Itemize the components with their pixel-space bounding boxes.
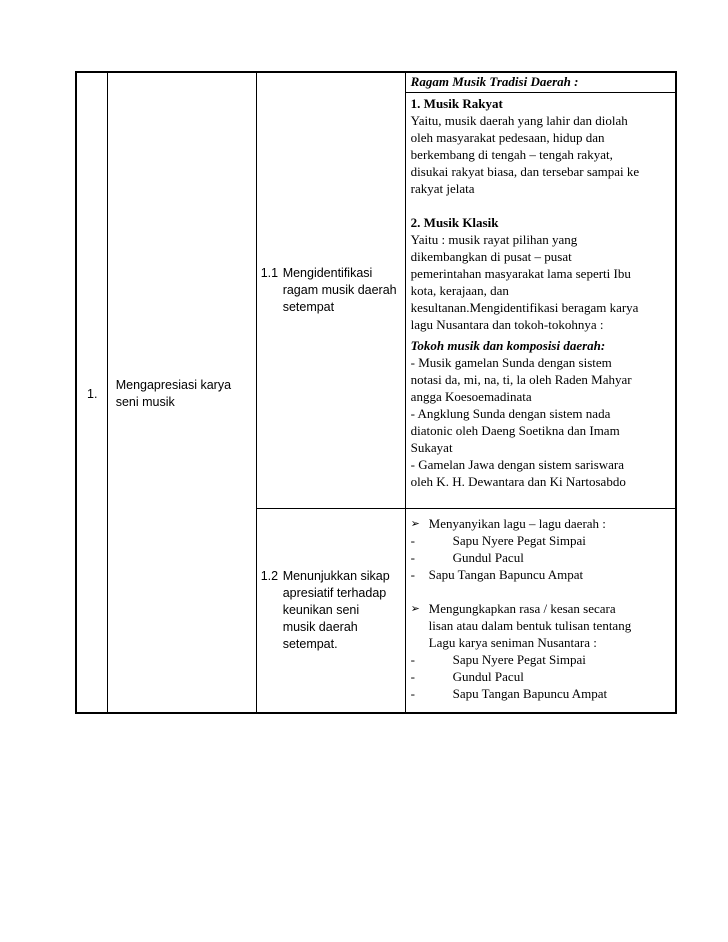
sk-line: seni musik bbox=[115, 395, 175, 410]
kd2-line: keunikan seni bbox=[282, 602, 360, 617]
dash-marker: - bbox=[410, 651, 416, 667]
kompetensi-dasar-2 bbox=[257, 568, 405, 653]
kd1-line: ragam musik daerah bbox=[282, 282, 397, 297]
kd1-line: Mengidentifikasi bbox=[282, 265, 373, 280]
musik-klasik-line: kota, kerajaan, dan bbox=[410, 283, 509, 298]
tokoh-line: Sukayat bbox=[410, 440, 453, 455]
kd2-number: 1.2 bbox=[260, 568, 279, 583]
kd1-line: setempat bbox=[282, 299, 335, 314]
musik-rakyat-line: oleh masyarakat pedesaan, hidup dan bbox=[410, 130, 605, 145]
materi-heading: Ragam Musik Tradisi Daerah : bbox=[410, 74, 579, 89]
bullet-text: lisan atau dalam bentuk tulisan tentang bbox=[428, 617, 632, 633]
kompetensi-dasar-1 bbox=[257, 265, 405, 316]
song-item: Gundul Pacul bbox=[452, 549, 524, 565]
materi2-cell bbox=[405, 508, 676, 713]
musik-klasik-line: pemerintahan masyarakat lama seperti Ibu bbox=[410, 266, 631, 281]
materi1-cell bbox=[405, 72, 676, 508]
dash-marker: - bbox=[410, 549, 416, 565]
bullet-arrow-icon: ➢ bbox=[410, 601, 420, 615]
song-item: Sapu Tangan Bapuncu Ampat bbox=[452, 685, 608, 701]
dash-marker: - bbox=[410, 668, 416, 684]
kd1-number: 1.1 bbox=[260, 265, 279, 280]
musik-klasik-line: kesultanan.Mengidentifikasi beragam karya bbox=[410, 300, 639, 315]
musik-klasik-line: lagu Nusantara dan tokoh-tokohnya : bbox=[410, 317, 604, 332]
song-item: Sapu Nyere Pegat Simpai bbox=[452, 532, 586, 548]
kd1-cell bbox=[256, 72, 405, 508]
musik-klasik-title: 2. Musik Klasik bbox=[410, 215, 499, 230]
sk-line: Mengapresiasi karya bbox=[115, 378, 232, 393]
tokoh-line: - Musik gamelan Sunda dengan sistem bbox=[410, 355, 612, 370]
musik-klasik-line: dikembangkan di pusat – pusat bbox=[410, 249, 572, 264]
heading-divider bbox=[406, 92, 675, 93]
bullet-text: Mengungkapkan rasa / kesan secara bbox=[428, 600, 616, 616]
tokoh-line: - Gamelan Jawa dengan sistem sariswara bbox=[410, 457, 625, 472]
musik-klasik-line: Yaitu : musik rayat pilihan yang bbox=[410, 232, 578, 247]
row-number: 1. bbox=[87, 387, 98, 402]
tokoh-title: Tokoh musik dan komposisi daerah: bbox=[410, 338, 606, 353]
kd2-line: musik daerah bbox=[282, 619, 358, 634]
standar-kompetensi-cell bbox=[107, 72, 256, 713]
bullet-arrow-icon: ➢ bbox=[410, 516, 420, 530]
musik-rakyat-line: Yaitu, musik daerah yang lahir dan diolah bbox=[410, 113, 628, 128]
musik-rakyat-line: disukai rakyat biasa, dan tersebar sampai ke bbox=[410, 164, 640, 179]
song-item: Gundul Pacul bbox=[452, 668, 524, 684]
kd2-line: setempat. bbox=[282, 636, 338, 651]
dash-marker: - bbox=[410, 566, 416, 582]
bullet-text: Menyanyikan lagu – lagu daerah : bbox=[428, 515, 606, 531]
standar-kompetensi bbox=[108, 373, 256, 411]
dash-marker: - bbox=[410, 685, 416, 701]
tokoh-line: diatonic oleh Daeng Soetikna dan Imam bbox=[410, 423, 620, 438]
materi-1 bbox=[406, 73, 675, 502]
kd2-line: apresiatif terhadap bbox=[282, 585, 387, 600]
dash-marker: - bbox=[410, 532, 416, 548]
song-item: Sapu Tangan Bapuncu Ampat bbox=[428, 566, 584, 582]
musik-rakyat-title: 1. Musik Rakyat bbox=[410, 96, 503, 111]
song-item: Sapu Nyere Pegat Simpai bbox=[452, 651, 586, 667]
materi-2 bbox=[406, 509, 675, 712]
kd2-line: Menunjukkan sikap bbox=[282, 568, 390, 583]
bullet-text: Lagu karya seniman Nusantara : bbox=[428, 634, 597, 650]
row-number-cell bbox=[76, 72, 107, 713]
musik-rakyat-line: berkembang di tengah – tengah rakyat, bbox=[410, 147, 613, 162]
table-row bbox=[76, 72, 676, 508]
kd2-cell bbox=[256, 508, 405, 713]
syllabus-table bbox=[75, 71, 677, 714]
tokoh-line: - Angklung Sunda dengan sistem nada bbox=[410, 406, 611, 421]
musik-rakyat-line: rakyat jelata bbox=[410, 181, 475, 196]
tokoh-line: notasi da, mi, na, ti, la oleh Raden Mahyar bbox=[410, 372, 632, 387]
tokoh-line: oleh K. H. Dewantara dan Ki Nartosabdo bbox=[410, 474, 626, 489]
tokoh-line: angga Koesoemadinata bbox=[410, 389, 532, 404]
